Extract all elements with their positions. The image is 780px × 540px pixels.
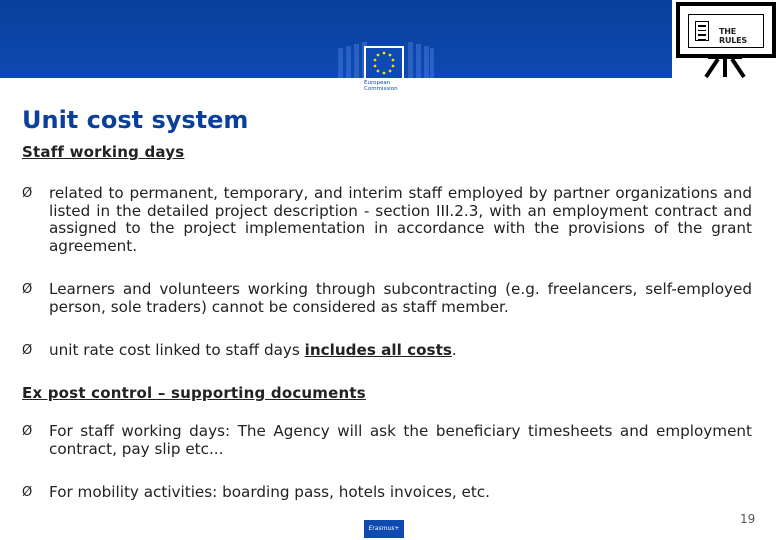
bullet-item [22,185,752,255]
bullet-arrow-icon: Ø [22,485,33,500]
document-icon [695,21,709,41]
section-heading-staff-working-days: Staff working days [22,143,185,161]
bullet-text-prefix: unit rate cost linked to staff days [49,341,305,359]
bullet-arrow-icon: Ø [22,186,33,201]
bullet-arrow-icon: Ø [22,424,33,439]
page-number: 19 [740,512,756,526]
rules-badge-text: THE RULES [719,27,747,45]
slide-title: Unit cost system [22,106,249,134]
ec-logo-label-line2: Commission [364,86,398,92]
bullet-text-suffix: . [451,341,457,359]
bullet-text-emphasis: includes all costs [304,341,452,359]
header-banner [0,0,672,78]
bullet-item [22,342,752,360]
bullet-text: Learners and volunteers working through subcontracting (e.g. freelancers, self-employed person, sole traders) cannot be considered as staff member. [49,280,752,316]
bullet-item [22,423,752,458]
section-heading-ex-post-control: Ex post control – supporting documents [22,384,366,402]
ec-logo-label [364,80,398,92]
rules-badge-inner [688,14,764,48]
erasmus-plus-logo: Erasmus+ [364,520,404,538]
bullet-text: For staff working days: The Agency will ask the beneficiary timesheets and employment contract, pay slip etc... [49,422,752,458]
bullet-item [22,484,752,502]
bullet-item [22,281,752,316]
ec-logo-label-line1: European [364,80,391,86]
bullet-text [49,342,752,360]
bullet-arrow-icon: Ø [22,282,33,297]
rules-badge-screen [676,2,776,58]
easel-stand-icon [700,55,750,79]
bullet-arrow-icon: Ø [22,343,33,358]
bullet-text: For mobility activities: boarding pass, hotels invoices, etc. [49,483,490,501]
bullet-text: related to permanent, temporary, and interim staff employed by partner organizations and listed in the detailed project description - section III.2.3, with an employment contract and assigned to the project implementation in accordance with the provisions of the grant agreement. [49,184,752,255]
